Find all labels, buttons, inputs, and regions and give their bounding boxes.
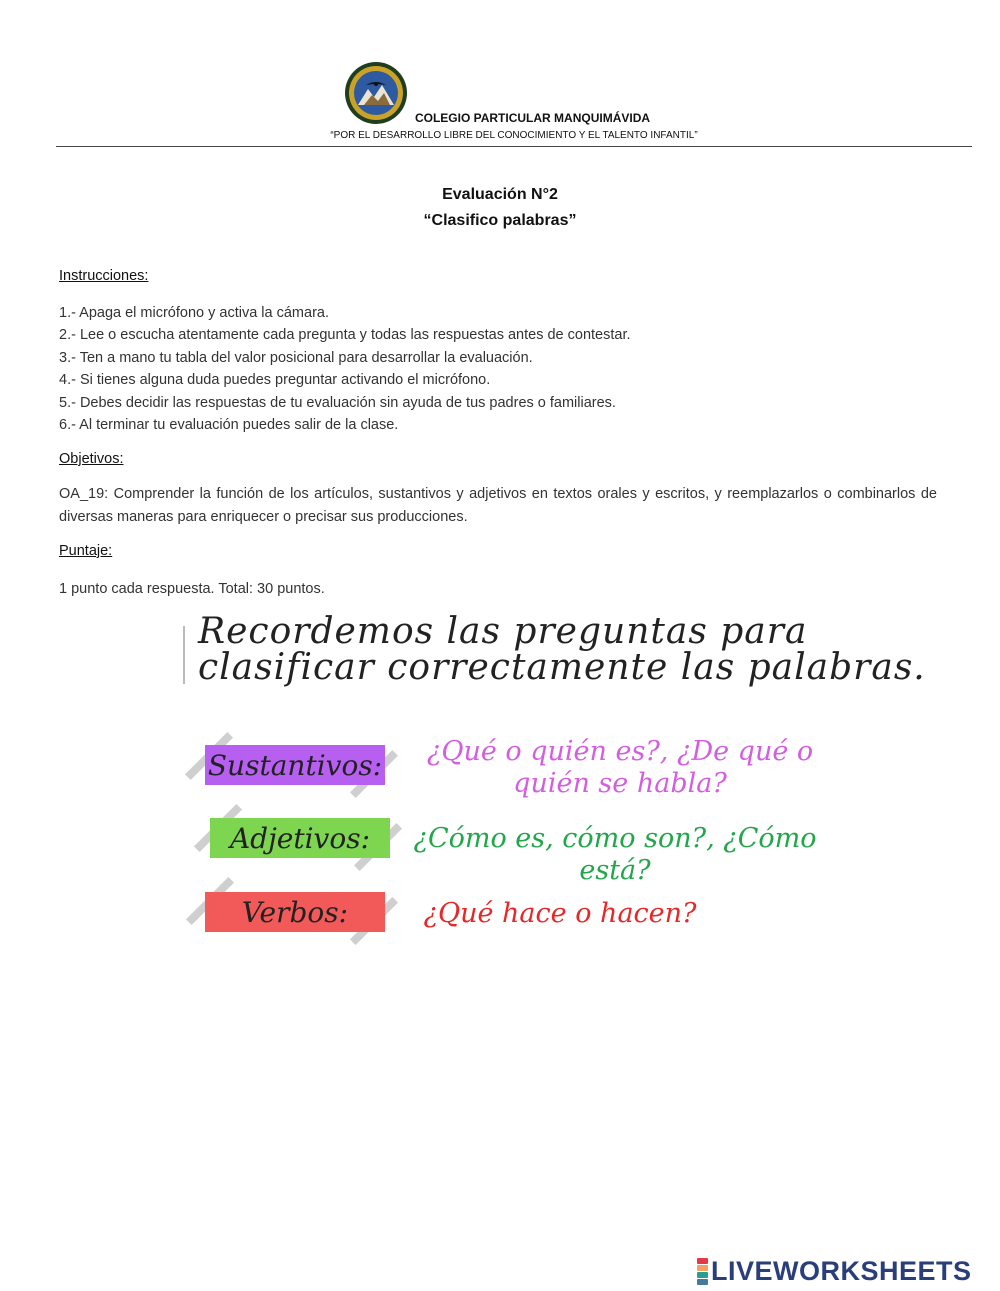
score-heading: Puntaje: <box>59 543 113 559</box>
evaluation-subtitle: “Clasifico palabras” <box>423 212 577 229</box>
instruction-item: 2.- Lee o escucha atentamente cada pregunta y todas las respuestas antes de contestar. <box>59 327 631 344</box>
instruction-item: 4.- Si tienes alguna duda puedes preguntar activando el micrófono. <box>59 372 491 389</box>
question-line: está? <box>579 855 651 886</box>
header-divider <box>56 146 972 147</box>
brand-name: LIVEWORKSHEETS <box>711 1256 972 1286</box>
liveworksheets-logo <box>697 1256 972 1287</box>
recap-accent-bar <box>183 626 185 684</box>
school-name: COLEGIO PARTICULAR MANQUIMÁVIDA <box>414 111 651 125</box>
question-line: ¿Qué o quién es?, ¿De qué o <box>426 736 814 767</box>
question-line: ¿Qué hace o hacen? <box>423 898 697 929</box>
brand-block <box>697 1279 708 1285</box>
evaluation-number: Evaluación N°2 <box>442 186 558 203</box>
score-text: 1 punto cada respuesta. Total: 30 puntos. <box>59 581 325 597</box>
question-line: ¿Cómo es, cómo son?, ¿Cómo <box>413 823 817 854</box>
question-verbos <box>420 898 700 930</box>
question-line: quién se habla? <box>513 768 727 799</box>
brand-block <box>697 1265 708 1271</box>
tape-label-sustantivos: Sustantivos: <box>205 745 385 785</box>
instructions-list <box>59 302 631 436</box>
instruction-item: 3.- Ten a mano tu tabla del valor posicional para desarrollar la evaluación. <box>59 349 533 366</box>
recap-line: clasificar correctamente las palabras. <box>198 647 926 688</box>
instruction-item: 5.- Debes decidir las respuestas de tu evaluación sin ayuda de tus padres o familiares. <box>59 394 616 411</box>
instruction-item: 1.- Apaga el micrófono y activa la cámara. <box>59 305 329 321</box>
question-adjetivos <box>405 823 825 887</box>
brand-block <box>697 1272 708 1278</box>
recap-line: Recordemos las preguntas para <box>198 611 808 652</box>
brand-block <box>697 1258 708 1264</box>
brand-blocks-icon <box>697 1258 708 1285</box>
tape-label-verbos: Verbos: <box>205 892 385 932</box>
tape-label-adjetivos: Adjetivos: <box>210 818 390 858</box>
objectives-text: OA_19: Comprender la función de los artículos, sustantivos y adjetivos en textos orales y escritos, y reemplazarlos o combinarlos de diversas maneras para enriquecer o precisar sus producciones. <box>59 486 937 525</box>
instructions-heading: Instrucciones: <box>59 268 149 284</box>
school-motto: “POR EL DESARROLLO LIBRE DEL CONOCIMIENTO Y EL TALENTO INFANTIL” <box>330 130 698 141</box>
question-sustantivos <box>420 736 820 800</box>
recap-heading <box>198 611 926 688</box>
objectives-heading: Objetivos: <box>59 451 124 467</box>
instruction-item: 6.- Al terminar tu evaluación puedes salir de la clase. <box>59 417 399 434</box>
evaluation-title <box>0 182 1000 234</box>
